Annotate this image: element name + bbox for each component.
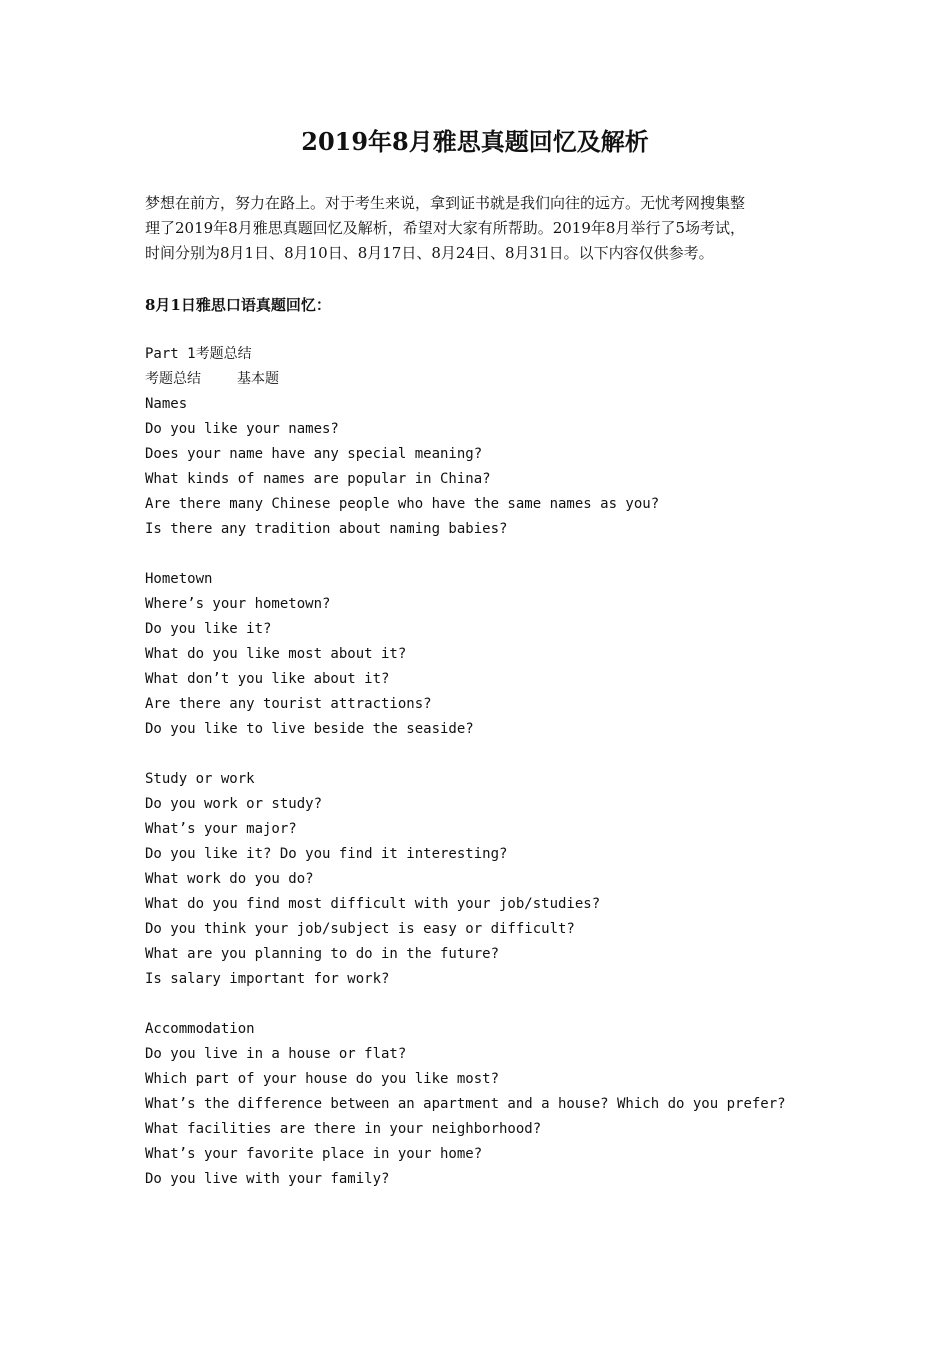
question-line: What do you like most about it? bbox=[145, 646, 407, 662]
question-line: Do you like it? bbox=[145, 621, 272, 637]
question-line: Does your name have any special meaning? bbox=[145, 446, 483, 462]
question-line: Do you live in a house or flat? bbox=[145, 1046, 407, 1062]
topic-names bbox=[145, 392, 786, 542]
topic-study-or-work bbox=[145, 767, 786, 992]
summary-row bbox=[145, 367, 786, 392]
spacer bbox=[145, 742, 786, 767]
question-line: Do you think your job/subject is easy or difficult? bbox=[145, 921, 575, 937]
topic-accommodation bbox=[145, 1017, 786, 1192]
question-line: What’s your favorite place in your home? bbox=[145, 1146, 483, 1162]
intro-line: 理了2019年8月雅思真题回忆及解析，希望对大家有所帮助。2019年8月举行了5场考试， bbox=[145, 219, 745, 237]
question-line: Is there any tradition about naming babies? bbox=[145, 521, 508, 537]
intro-paragraph bbox=[145, 191, 810, 266]
question-line: What are you planning to do in the future? bbox=[145, 946, 500, 962]
question-line: Do you live with your family? bbox=[145, 1171, 390, 1187]
question-line: What kinds of names are popular in China? bbox=[145, 471, 491, 487]
question-line: Do you like your names? bbox=[145, 421, 339, 437]
spacer bbox=[145, 992, 786, 1017]
question-line: Which part of your house do you like most? bbox=[145, 1071, 500, 1087]
part1-section bbox=[145, 342, 786, 1192]
question-line: What’s your major? bbox=[145, 821, 297, 837]
part-title: Part 1考题总结 bbox=[145, 346, 252, 362]
question-line: Do you like to live beside the seaside? bbox=[145, 721, 474, 737]
question-line: Are there any tourist attractions? bbox=[145, 696, 432, 712]
topic-title: Hometown bbox=[145, 571, 213, 587]
summary-value: 基本题 bbox=[237, 371, 279, 387]
topic-title: Names bbox=[145, 396, 188, 412]
intro-line: 时间分别为8月1日、8月10日、8月17日、8月24日、8月31日。以下内容仅供参考。 bbox=[145, 244, 714, 262]
topic-title: Accommodation bbox=[145, 1021, 255, 1037]
summary-label: 考题总结 bbox=[145, 371, 201, 387]
question-line: What’s the difference between an apartment and a house? Which do you prefer? bbox=[145, 1096, 786, 1112]
question-line: What don’t you like about it? bbox=[145, 671, 390, 687]
topic-hometown bbox=[145, 567, 786, 742]
intro-line: 梦想在前方，努力在路上。对于考生来说，拿到证书就是我们向往的远方。无忧考网搜集整 bbox=[145, 194, 746, 212]
document-title: 2019年8月雅思真题回忆及解析 bbox=[301, 127, 649, 156]
question-line: Do you work or study? bbox=[145, 796, 323, 812]
question-line: What work do you do? bbox=[145, 871, 314, 887]
section-heading: 8月1日雅思口语真题回忆： bbox=[145, 296, 331, 314]
question-line: Do you like it? Do you find it interesting? bbox=[145, 846, 508, 862]
topic-title: Study or work bbox=[145, 771, 255, 787]
spacer bbox=[145, 542, 786, 567]
question-line: Are there many Chinese people who have the same names as you? bbox=[145, 496, 660, 512]
question-line: Is salary important for work? bbox=[145, 971, 390, 987]
question-line: What facilities are there in your neighborhood? bbox=[145, 1121, 542, 1137]
question-line: What do you find most difficult with your job/studies? bbox=[145, 896, 601, 912]
question-line: Where’s your hometown? bbox=[145, 596, 331, 612]
